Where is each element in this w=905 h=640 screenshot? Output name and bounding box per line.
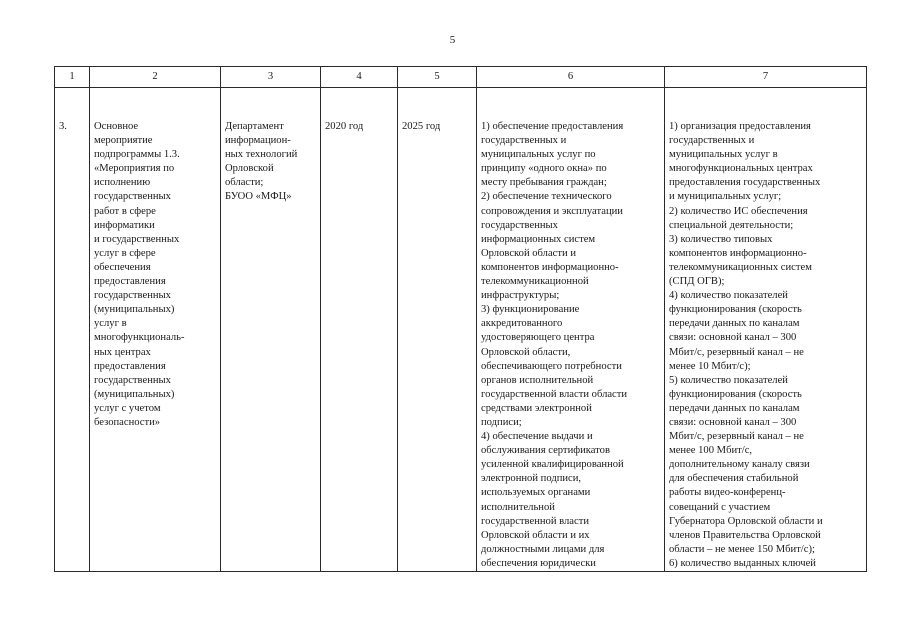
executor-name: Департамент информацион- ных технологий Орловской области; БУОО «МФЦ» xyxy=(225,121,298,203)
page-number: 5 xyxy=(449,34,456,46)
expected-results: 1) обеспечение предоставления государственных и муниципальных услуг по принципу «одного окна» по месту пребывания граждан; 2) обеспечение технического сопровождения и эксплуатации государственных информационных систем Орловской области и компонентов информационно- телекоммуникационной инфраструктуры; 3) функционирование аккредитованного удостоверяющего центра Орловской области, обеспечивающего потребности органов исполнительной государственной власти области средствами электронной подписи; 4) обеспечение выдачи и обслуживания сертификатов усиленной квалифицированной электронной подписи, используемых органами исполнительной государственной власти Орловской области и их должностными лицами для обеспечения юридически xyxy=(481,121,628,569)
row-number-cell xyxy=(55,88,90,572)
expected-results-cell xyxy=(477,88,665,572)
program-table xyxy=(54,66,867,572)
column-header: 2 xyxy=(90,67,221,88)
table-row xyxy=(55,88,867,572)
row-number: 3. xyxy=(59,121,67,132)
event-name: Основное мероприятие подпрограммы 1.3. «Мероприятия по исполнению государственных работ в сфере информатики и государственных услуг в сфере обеспечения предоставления государственных (муниципальных) услуг в многофункциональ- ных центрах предоставления государственных (муниципальных) услуг с учетом безопасности» xyxy=(94,121,185,428)
indicators: 1) организация предоставления государственных и муниципальных услуг в многофункциональных центрах предоставления государственных и муниципальных услуг; 2) количество ИС обеспечения специальной деятельности; 3) количество типовых компонентов информационно- телекоммуникационных систем (СПД ОГВ); 4) количество показателей функционирования (скорость передачи данных по каналам связи: основной канал – 300 Мбит/с, резервный канал – не менее 10 Мбит/с); 5) количество показателей функционирования (скорость передачи данных по каналам связи: основной канал – 300 Мбит/с, резервный канал – не менее 100 Мбит/с, дополнительному каналу связи для обеспечения стабильной работы видео-конференц- совещаний с участием Губернатора Орловской области и членов Правительства Орловской области – не менее 150 Мбит/с); 6) количество выданных ключей xyxy=(669,121,823,569)
end-year-cell xyxy=(398,88,477,572)
column-header: 3 xyxy=(221,67,321,88)
start-year-cell xyxy=(321,88,398,572)
column-header: 6 xyxy=(477,67,665,88)
column-header: 7 xyxy=(665,67,867,88)
column-header: 1 xyxy=(55,67,90,88)
end-year: 2025 год xyxy=(402,121,441,132)
event-cell xyxy=(90,88,221,572)
indicators-cell xyxy=(665,88,867,572)
column-header: 4 xyxy=(321,67,398,88)
table-header-row xyxy=(55,67,867,88)
column-header: 5 xyxy=(398,67,477,88)
start-year: 2020 год xyxy=(325,121,364,132)
executor-cell xyxy=(221,88,321,572)
